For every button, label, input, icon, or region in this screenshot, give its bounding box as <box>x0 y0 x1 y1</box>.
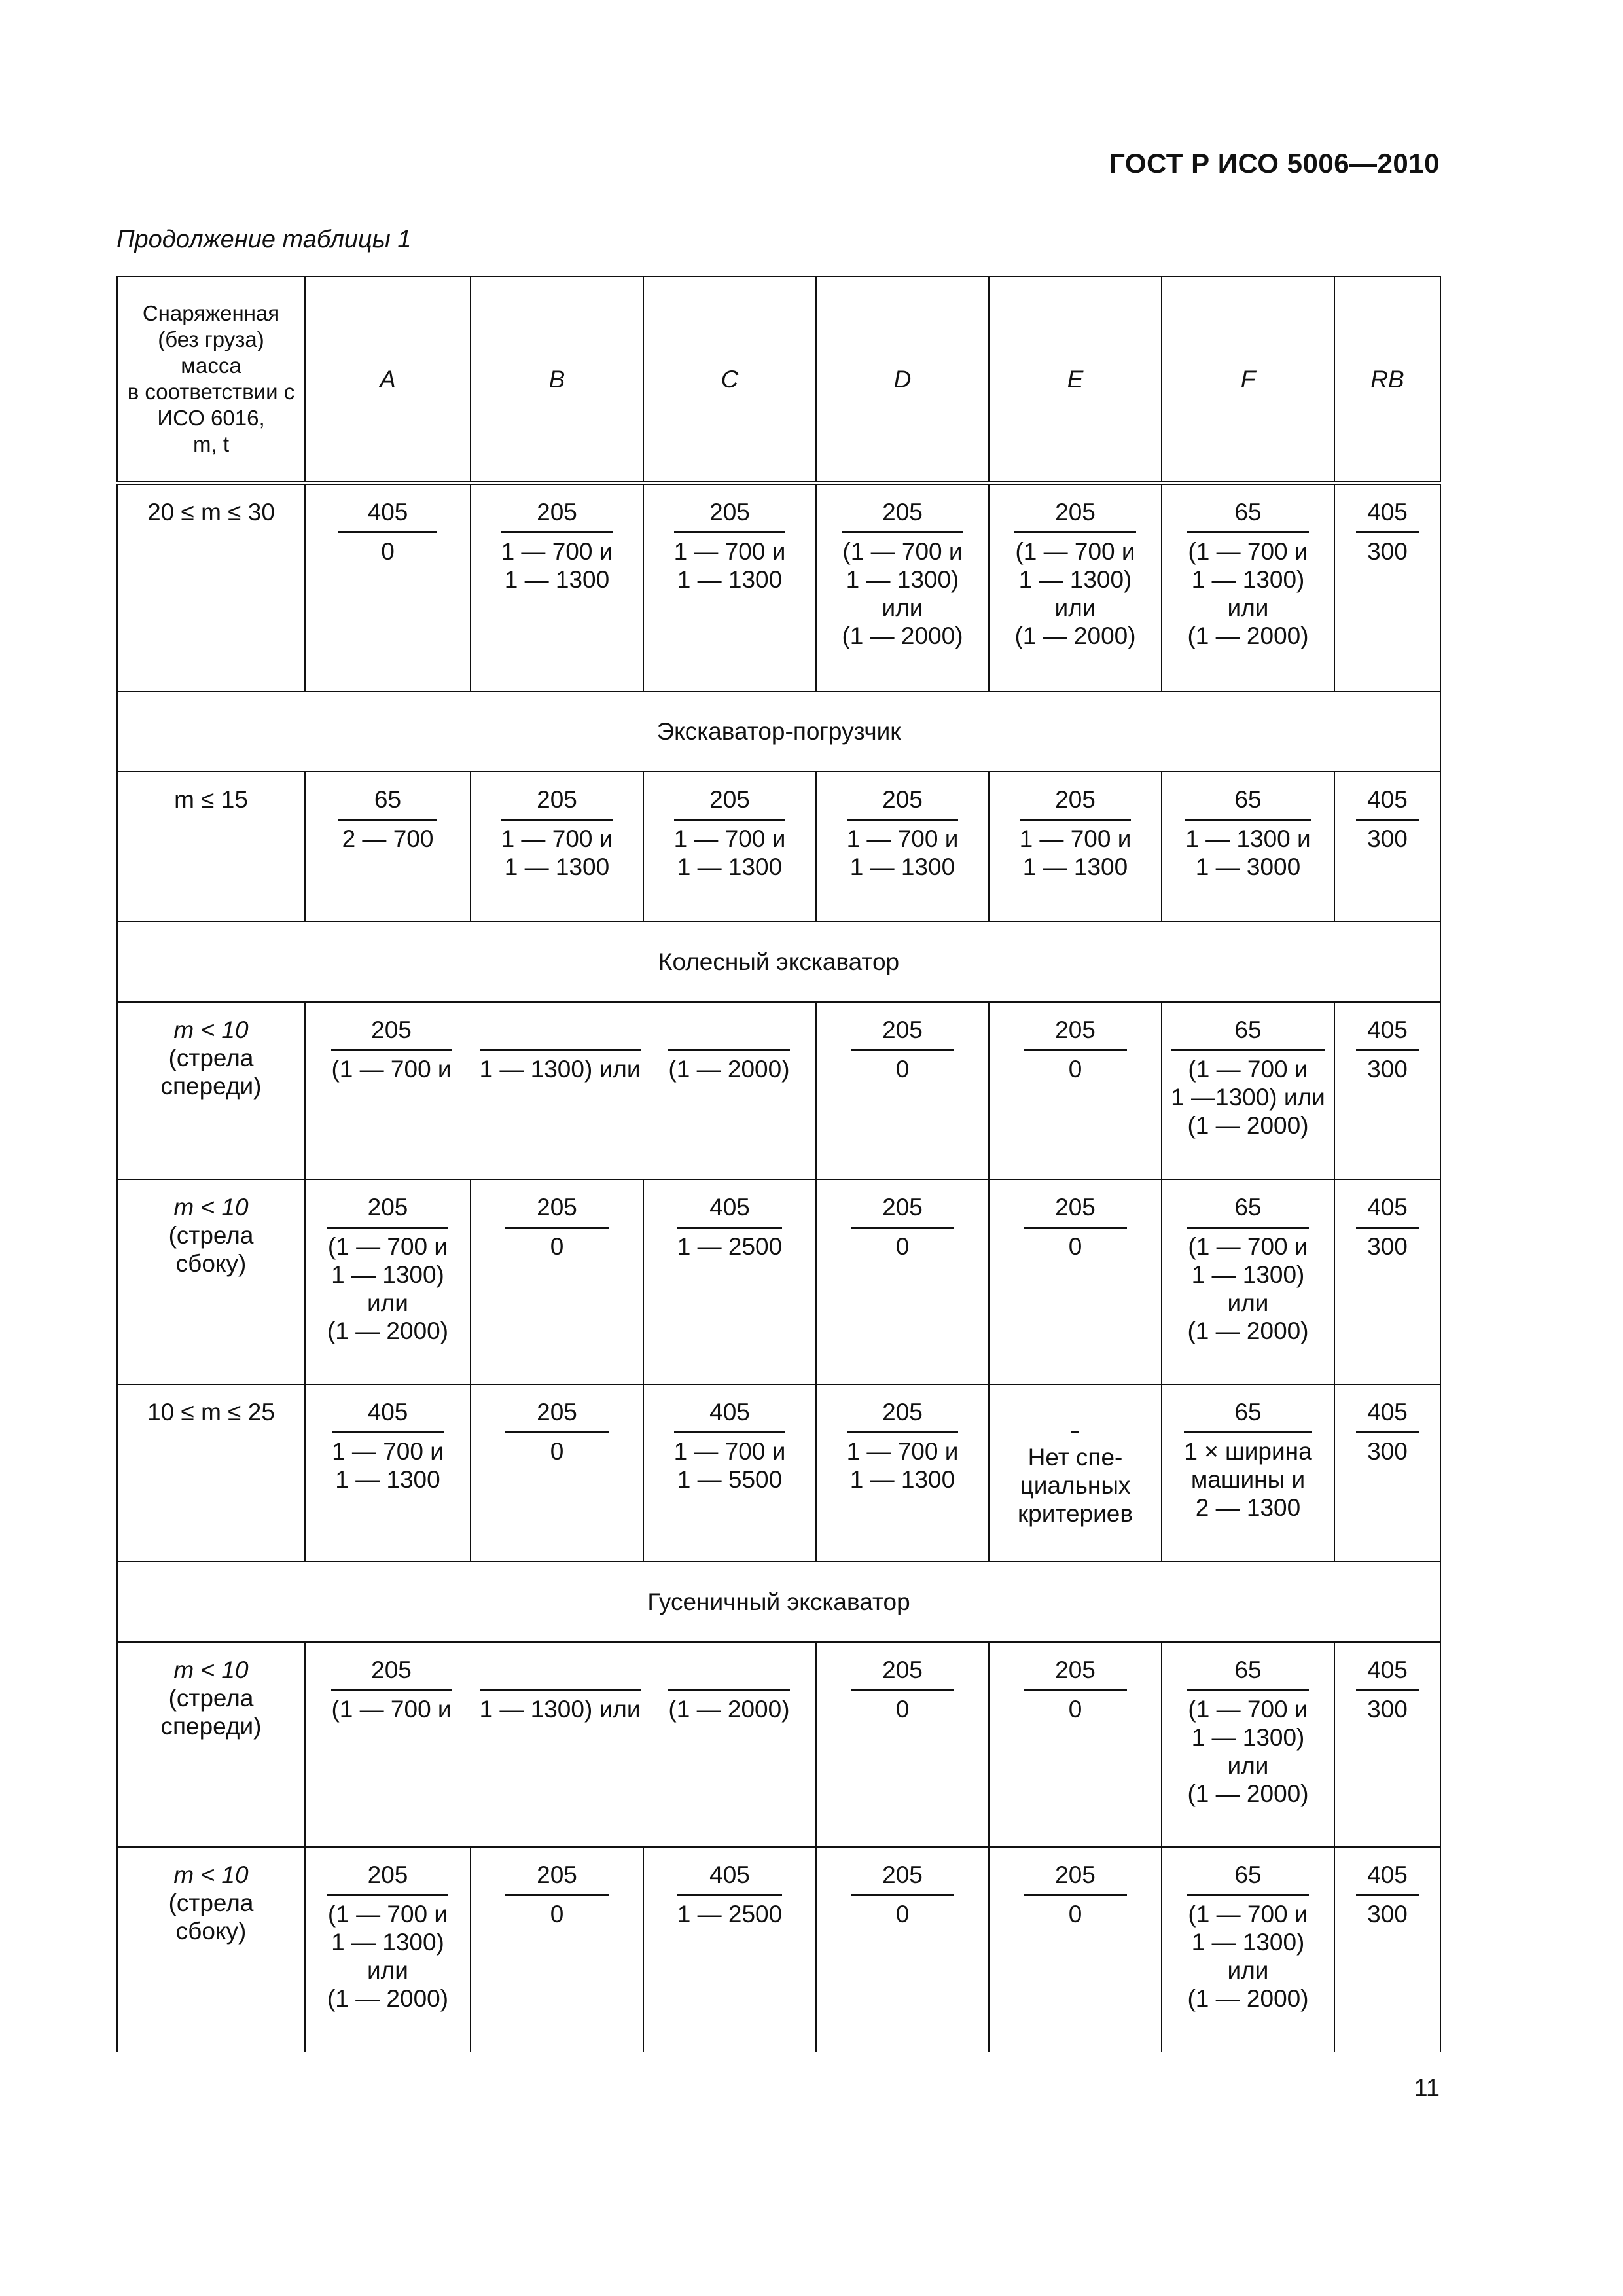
cell-denominator: 0 <box>895 1901 910 1928</box>
cell-numerator: 405 <box>332 1398 444 1433</box>
cell-denominator: или <box>1054 594 1096 621</box>
cell-denominator: (1 — 700 и <box>1188 1901 1308 1928</box>
cell-numerator: 65 <box>1171 1016 1325 1051</box>
cell-denominator: (1 — 700 и <box>327 1901 448 1928</box>
cell-numerator: 205 <box>847 785 959 821</box>
cell-denominator: 1 — 1300) <box>331 1929 444 1956</box>
cell-denominator: 1 — 2500 <box>677 1233 783 1260</box>
cell-denominator: 2 — 700 <box>342 825 434 852</box>
table-cell <box>1162 1384 1334 1562</box>
table-cell <box>305 1179 471 1384</box>
cell-numerator: 205 <box>851 1193 954 1229</box>
mass-column-header <box>117 276 305 483</box>
cell-denominator: 1 — 700 и <box>673 538 786 565</box>
cell-numerator: 205 <box>505 1193 608 1229</box>
cell-denominator: (1 — 2000) <box>668 1696 790 1723</box>
cell-denominator: 0 <box>895 1696 910 1723</box>
table-cell <box>305 1847 471 2052</box>
table-row <box>117 1179 1440 1384</box>
table-cell <box>989 1179 1162 1384</box>
cell-denominator: (1 — 2000) <box>1014 622 1136 649</box>
cell-denominator: 0 <box>381 538 395 565</box>
cell-numerator: 65 <box>1185 785 1310 821</box>
cell-denominator: 1 — 1300 <box>504 566 610 593</box>
cell-denominator: или <box>367 1289 408 1316</box>
row-label-line: спереди) <box>160 1713 262 1740</box>
mass-header-line: ИСО 6016, <box>157 406 265 430</box>
cell-numerator: 65 <box>1187 1193 1308 1229</box>
column-header-e: E <box>989 276 1162 483</box>
cell-numerator: 205 <box>331 1656 451 1691</box>
cell-denominator: 1 — 2500 <box>677 1901 783 1928</box>
section-row <box>117 691 1440 772</box>
row-label-line: спереди) <box>160 1073 262 1100</box>
table-cell <box>816 1642 989 1847</box>
table-row <box>117 1002 1440 1179</box>
cell-numerator: 405 <box>1356 498 1419 533</box>
table-cell <box>471 483 643 691</box>
cell-denominator: (1 — 2000) <box>327 1318 449 1344</box>
cell-numerator: 205 <box>501 498 613 533</box>
cell-denominator: 1 — 700 и <box>673 1438 786 1465</box>
cell-numerator: 405 <box>677 1193 782 1229</box>
cell-denominator: 1 — 1300 <box>504 853 610 880</box>
cell-numerator: 65 <box>1187 1861 1308 1896</box>
table-row <box>117 483 1440 691</box>
column-header-a: A <box>305 276 471 483</box>
cell-denominator: (1 — 2000) <box>1187 1112 1309 1139</box>
table-caption: Продолжение таблицы 1 <box>116 226 412 253</box>
table-cell <box>1334 1179 1440 1384</box>
table-cell <box>471 1847 643 2052</box>
table-cell <box>1162 772 1334 922</box>
table-cell <box>1334 1384 1440 1562</box>
cell-denominator: 300 <box>1367 1438 1408 1465</box>
table-cell <box>1162 1847 1334 2052</box>
cell-denominator: 1 — 700 и <box>1019 825 1132 852</box>
cell-numerator: 205 <box>674 498 786 533</box>
table-cell <box>305 772 471 922</box>
cell-denominator: 300 <box>1367 1233 1408 1260</box>
page-number: 11 <box>1414 2075 1440 2102</box>
row-label: m ≤ 15 <box>117 772 305 922</box>
row-label-line: m < 10 <box>173 1194 249 1221</box>
cell-numerator: 205 <box>331 1016 451 1051</box>
cell-numerator: 405 <box>674 1398 786 1433</box>
cell-denominator: 1 —1300) или <box>1171 1084 1325 1111</box>
cell-numerator: 205 <box>327 1193 448 1229</box>
cell-denominator: 300 <box>1367 1696 1408 1723</box>
cell-denominator: 300 <box>1367 1056 1408 1083</box>
table-cell <box>989 1384 1162 1562</box>
row-label <box>117 1179 305 1384</box>
row-label <box>117 1847 305 2052</box>
cell-denominator: 0 <box>1068 1233 1082 1260</box>
mass-header-line: Снаряженная <box>142 301 280 325</box>
row-label <box>117 1002 305 1179</box>
row-label <box>117 1642 305 1847</box>
cell-denominator: 1 — 1300 <box>335 1466 440 1493</box>
cell-denominator: (1 — 700 и <box>1188 1696 1308 1723</box>
cell-denominator: машины и <box>1190 1466 1306 1493</box>
cell-numerator: 205 <box>851 1861 954 1896</box>
header-row <box>117 276 1440 483</box>
cell-denominator: или <box>1227 1957 1269 1984</box>
table-cell <box>1334 772 1440 922</box>
cell-denominator: 1 — 1300 <box>677 853 783 880</box>
cell-denominator: 1 — 1300) <box>1018 566 1132 593</box>
cell-numerator: 205 <box>847 1398 959 1433</box>
cell-denominator: (1 — 700 и <box>331 1696 452 1723</box>
cell-numerator: 65 <box>338 785 437 821</box>
section-title-wheeled: Колесный экскаватор <box>117 922 1440 1002</box>
cell-denominator: 1 — 1300 <box>849 1466 955 1493</box>
table-row <box>117 772 1440 922</box>
row-label-line: сбоку) <box>175 1918 247 1945</box>
row-label-line: (стрела <box>168 1045 254 1071</box>
cell-denominator: 1 — 1300 и <box>1185 825 1311 852</box>
merged-cell-abc <box>305 1642 816 1847</box>
cell-denominator: 1 — 700 и <box>846 1438 959 1465</box>
cell-denominator: (1 — 700 и <box>1015 538 1135 565</box>
cell-numerator: 65 <box>1184 1398 1311 1433</box>
table-cell <box>1334 1847 1440 2052</box>
cell-numerator: 205 <box>842 498 963 533</box>
mass-header-line: m, t <box>193 432 229 456</box>
table-cell <box>816 1179 989 1384</box>
cell-denominator: или <box>1227 1752 1269 1779</box>
table-cell <box>1334 1002 1440 1179</box>
cell-denominator: (1 — 2000) <box>1187 1985 1309 2012</box>
table-cell <box>989 1642 1162 1847</box>
cell-denominator: 1 — 1300 <box>677 566 783 593</box>
cell-numerator-empty <box>1071 1398 1079 1433</box>
cell-numerator: 205 <box>1024 1016 1126 1051</box>
cell-denominator: (1 — 2000) <box>668 1056 790 1083</box>
section-title-backhoe: Экскаватор-погрузчик <box>117 691 1440 772</box>
row-label-line: сбоку) <box>175 1250 247 1277</box>
column-header-rb: RB <box>1334 276 1440 483</box>
table-cell <box>816 483 989 691</box>
cell-denominator: 300 <box>1367 538 1408 565</box>
cell-denominator: 300 <box>1367 825 1408 852</box>
cell-denominator: 1 — 1300) <box>1191 1929 1305 1956</box>
row-label-line: m < 10 <box>173 1016 249 1043</box>
row-label-line: (стрела <box>168 1890 254 1916</box>
cell-numerator: 405 <box>1356 1016 1419 1051</box>
cell-denominator: 0 <box>550 1438 564 1465</box>
cell-denominator: (1 — 700 и <box>842 538 963 565</box>
cell-denominator: 1 — 1300 <box>849 853 955 880</box>
cell-numerator: 65 <box>1187 498 1308 533</box>
section-row <box>117 922 1440 1002</box>
cell-denominator: 1 — 5500 <box>677 1466 783 1493</box>
cell-denominator: критериев <box>1017 1500 1133 1527</box>
table-cell <box>1162 483 1334 691</box>
row-label-line: m < 10 <box>173 1657 249 1683</box>
cell-denominator: 0 <box>1068 1696 1082 1723</box>
cell-numerator: 205 <box>851 1656 954 1691</box>
table-row <box>117 1384 1440 1562</box>
table-cell <box>1162 1002 1334 1179</box>
cell-denominator: 1 — 700 и <box>846 825 959 852</box>
cell-denominator: 0 <box>1068 1056 1082 1083</box>
cell-denominator: 1 — 700 и <box>673 825 786 852</box>
cell-numerator: 405 <box>1356 785 1419 821</box>
cell-numerator: 405 <box>338 498 437 533</box>
row-label: 10 ≤ m ≤ 25 <box>117 1384 305 1562</box>
cell-denominator: 1 — 700 и <box>501 825 613 852</box>
cell-numerator: 205 <box>1024 1861 1126 1896</box>
section-row <box>117 1562 1440 1642</box>
cell-denominator: 0 <box>895 1056 910 1083</box>
cell-numerator: 205 <box>1020 785 1132 821</box>
cell-numerator: 205 <box>1024 1656 1126 1691</box>
cell-numerator: 205 <box>1024 1193 1126 1229</box>
cell-denominator: циальных <box>1020 1472 1131 1499</box>
table-cell <box>1334 1642 1440 1847</box>
cell-denominator: (1 — 2000) <box>327 1985 449 2012</box>
row-label: 20 ≤ m ≤ 30 <box>117 483 305 691</box>
table-cell <box>989 483 1162 691</box>
table-cell <box>989 772 1162 922</box>
cell-denominator: (1 — 700 и <box>1188 1056 1308 1083</box>
table-row <box>117 1847 1440 2052</box>
cell-numerator: 205 <box>505 1398 608 1433</box>
cell-denominator: (1 — 2000) <box>1187 622 1309 649</box>
cell-denominator: 1 — 700 и <box>501 538 613 565</box>
cell-denominator: 0 <box>550 1901 564 1928</box>
table-cell <box>643 1847 816 2052</box>
cell-numerator: 405 <box>677 1861 782 1896</box>
table-cell <box>471 1179 643 1384</box>
cell-numerator: 205 <box>327 1861 448 1896</box>
cell-denominator: (1 — 2000) <box>1187 1780 1309 1807</box>
table-cell <box>643 1384 816 1562</box>
mass-header-line: масса <box>181 353 241 378</box>
cell-denominator: 0 <box>550 1233 564 1260</box>
cell-denominator: 1 — 3000 <box>1195 853 1301 880</box>
cell-denominator: или <box>367 1957 408 1984</box>
table-cell <box>643 1179 816 1384</box>
cell-denominator: (1 — 2000) <box>1187 1318 1309 1344</box>
table-cell <box>471 1384 643 1562</box>
cell-denominator: 1 — 1300 <box>1022 853 1128 880</box>
cell-numerator: 205 <box>501 785 613 821</box>
cell-denominator: 1 — 1300) <box>331 1261 444 1288</box>
cell-numerator: 205 <box>674 785 786 821</box>
mass-header-line: (без груза) <box>158 327 264 351</box>
cell-denominator: (1 — 700 и <box>1188 538 1308 565</box>
cell-denominator: 1 — 1300) <box>1191 1724 1305 1751</box>
cell-numerator: 65 <box>1187 1656 1308 1691</box>
table-cell <box>471 772 643 922</box>
cell-numerator: 405 <box>1356 1398 1419 1433</box>
cell-numerator: 405 <box>1356 1193 1419 1229</box>
cell-denominator: 1 — 1300) или <box>479 1056 641 1083</box>
table-cell <box>305 1384 471 1562</box>
column-header-d: D <box>816 276 989 483</box>
cell-numerator: 205 <box>505 1861 608 1896</box>
cell-denominator: (1 — 700 и <box>331 1056 452 1083</box>
table-cell <box>1162 1179 1334 1384</box>
section-title-crawler: Гусеничный экскаватор <box>117 1562 1440 1642</box>
merged-cell-abc <box>305 1002 816 1179</box>
column-header-b: B <box>471 276 643 483</box>
table-cell <box>1334 483 1440 691</box>
table-row <box>117 1642 1440 1847</box>
table-cell <box>816 772 989 922</box>
cell-denominator: 0 <box>895 1233 910 1260</box>
row-label-line: m < 10 <box>173 1861 249 1888</box>
cell-numerator: 205 <box>1014 498 1135 533</box>
table-cell <box>816 1384 989 1562</box>
column-header-f: F <box>1162 276 1334 483</box>
table-cell <box>643 772 816 922</box>
criteria-table <box>116 276 1441 2052</box>
cell-denominator: 1 — 1300) <box>1191 566 1305 593</box>
table-cell <box>989 1002 1162 1179</box>
table-cell <box>305 483 471 691</box>
cell-denominator: 2 — 1300 <box>1195 1494 1301 1521</box>
cell-denominator: или <box>1227 1289 1269 1316</box>
cell-denominator: 1 × ширина <box>1184 1438 1312 1465</box>
table-cell <box>643 483 816 691</box>
column-header-c: C <box>643 276 816 483</box>
cell-denominator: (1 — 700 и <box>1188 1233 1308 1260</box>
mass-header-line: в соответствии с <box>127 380 295 404</box>
cell-numerator: 405 <box>1356 1656 1419 1691</box>
cell-denominator: Нет спе- <box>1027 1444 1123 1471</box>
cell-denominator: 300 <box>1367 1901 1408 1928</box>
table-cell <box>816 1847 989 2052</box>
cell-denominator: или <box>1227 594 1269 621</box>
table-cell <box>1162 1642 1334 1847</box>
table-cell <box>816 1002 989 1179</box>
cell-numerator: 205 <box>851 1016 954 1051</box>
cell-numerator: 405 <box>1356 1861 1419 1896</box>
row-label-line: (стрела <box>168 1222 254 1249</box>
table-cell <box>989 1847 1162 2052</box>
cell-denominator: 1 — 1300) <box>846 566 959 593</box>
document-id: ГОСТ Р ИСО 5006—2010 <box>1109 148 1440 179</box>
row-label-line: (стрела <box>168 1685 254 1712</box>
cell-denominator: 1 — 1300) или <box>479 1696 641 1723</box>
cell-denominator: (1 — 700 и <box>327 1233 448 1260</box>
cell-denominator: 1 — 700 и <box>332 1438 444 1465</box>
cell-denominator: 1 — 1300) <box>1191 1261 1305 1288</box>
cell-denominator: (1 — 2000) <box>842 622 963 649</box>
cell-denominator: 0 <box>1068 1901 1082 1928</box>
cell-denominator: или <box>882 594 923 621</box>
